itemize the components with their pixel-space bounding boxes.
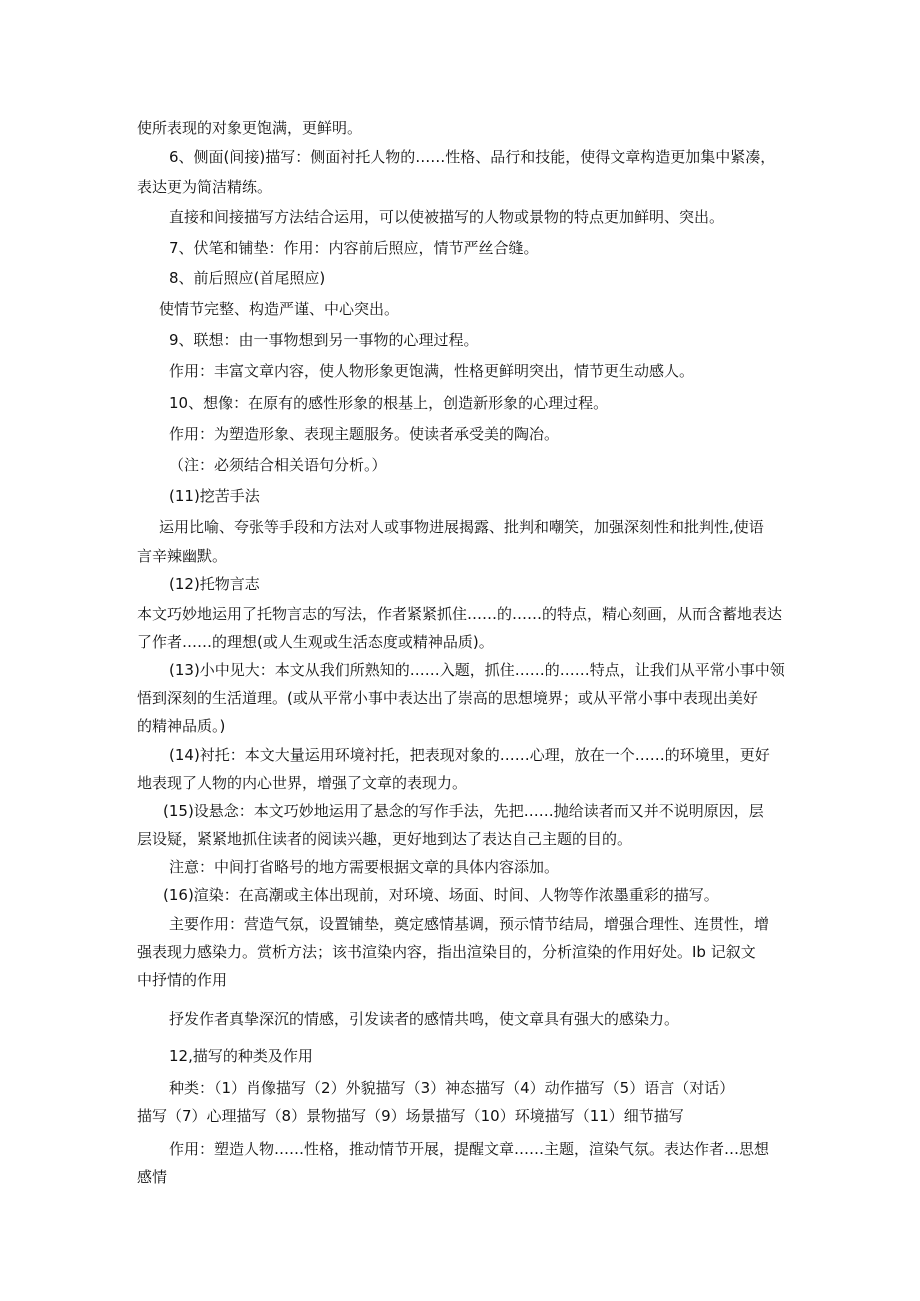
text-line: 感情 [137,1168,168,1186]
text-line: 7、伏笔和铺垫：作用：内容前后照应，情节严丝合缝。 [169,239,539,257]
text-line: 8、前后照应(首尾照应) [169,269,326,287]
text-line: (16)渲染：在高潮或主体出现前，对环境、场面、时间、人物等作浓墨重彩的描写。 [163,886,719,904]
text-line: 地表现了人物的内心世界，增强了文章的表现力。 [137,774,468,792]
text-line: (15)设悬念：本文巧妙地运用了悬念的写作手法，先把……抛给读者而又并不说明原因，层 [163,802,764,820]
text-line: 言辛辣幽默。 [137,547,228,565]
text-line: 作用：为塑造形象、表现主题服务。使读者承受美的陶冶。 [169,425,560,443]
text-line: (14)衬托：本文大量运用环境衬托，把表现对象的……心理，放在一个……的环境里，更好 [169,746,770,764]
text-line: 6、侧面(间接)描写：侧面衬托人物的……性格、品行和技能，使得文章构造更加集中紧凑， [169,148,776,166]
text-line: （注：必须结合相关语句分析。） [169,456,387,474]
text-line: 直接和间接描写方法结合运用，可以使被描写的人物或景物的特点更加鲜明、突出。 [169,208,725,226]
text-line: 的精神品质。) [137,717,226,735]
text-line: (13)小中见大：本文从我们所熟知的……入题，抓住……的……特点，让我们从平常小事中领 [169,661,785,679]
text-line: 中抒情的作用 [137,971,228,989]
text-line: 作用：丰富文章内容，使人物形象更饱满，性格更鲜明突出，情节更生动感人。 [169,362,695,380]
text-line: 12,描写的种类及作用 [169,1047,313,1065]
text-line: 9、联想：由一事物想到另一事物的心理过程。 [169,331,479,349]
text-line: 使所表现的对象更饱满，更鲜明。 [137,119,363,137]
text-line: 描写（7）心理描写（8）景物描写（9）场景描写（10）环境描写（11）细节描写 [137,1107,684,1125]
text-line: 悟到深刻的生活道理。(或从平常小事中表达出了崇高的思想境界；或从平常小事中表现出美好 [137,689,758,707]
text-line: 强表现力感染力。赏析方法；该书渲染内容，指出渲染目的，分析渲染的作用好处。Ib 记叙文 [137,943,756,961]
text-line: 10、想像：在原有的感性形象的根基上，创造新形象的心理过程。 [169,394,609,412]
text-line: 表达更为简洁精练。 [137,178,273,196]
text-line: 种类：（1）肖像描写（2）外貌描写（3）神态描写（4）动作描写（5）语言（对话） [169,1079,735,1097]
text-line: 本文巧妙地运用了托物言志的写法，作者紧紧抓住……的……的特点，精心刻画，从而含蓄地表达 [137,605,783,623]
text-line: (11)挖苦手法 [169,487,260,505]
text-line: 注意：中间打省略号的地方需要根据文章的具体内容添加。 [169,858,560,876]
text-line: 运用比喻、夸张等手段和方法对人或事物进展揭露、批判和嘲笑，加强深刻性和批判性,使语 [159,518,764,536]
text-line: 使情节完整、构造严谨、中心突出。 [159,300,400,318]
text-line: 作用：塑造人物……性格，推动情节开展，提醒文章……主题，渲染气氛。表达作者…思想 [169,1140,770,1158]
text-line: (12)托物言志 [169,575,260,593]
text-line: 主要作用：营造气氛，设置铺垫，奠定感情基调，预示情节结局，增强合理性、连贯性，增 [169,915,770,933]
text-line: 了作者……的理想(或人生观或生活态度或精神品质)。 [137,633,494,651]
text-line: 抒发作者真挚深沉的情感，引发读者的感情共鸣，使文章具有强大的感染力。 [169,1010,680,1028]
text-line: 层设疑，紧紧地抓住读者的阅读兴趣，更好地到达了表达自己主题的目的。 [137,830,633,848]
